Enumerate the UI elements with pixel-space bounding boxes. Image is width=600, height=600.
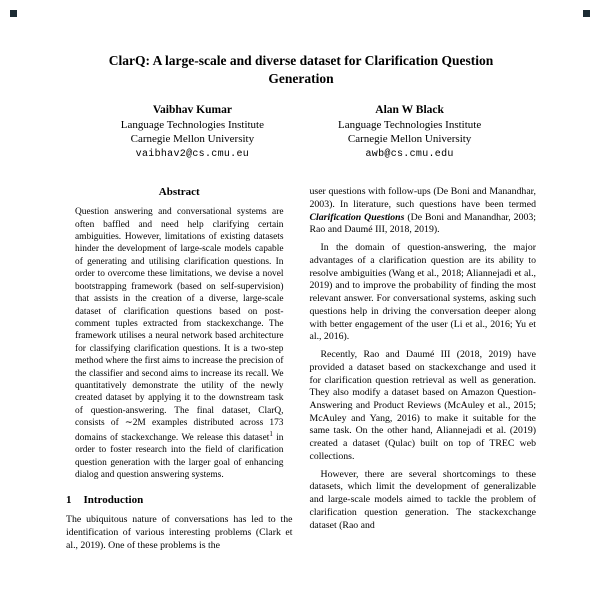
right-paragraph-2: In the domain of question-answering, the major advantages of a clarification question are its ability to resolve ambiguities (Wang et al., 2018; Aliannejadi et al., 2019) and to improve the probability of finding the most relevant answer. For conversational systems, asking such questions help in driving the conversation deeper along with better engagement of the user (Li et al., 2016; Yu et al., 2016). (309, 242, 536, 343)
author-affiliation-line1: Language Technologies Institute (338, 119, 482, 132)
left-column (66, 186, 293, 557)
introduction-text (66, 514, 293, 552)
footnote-marker: 1 (269, 429, 273, 438)
paper-title-line1: ClarQ: A large-scale and diverse dataset for Clarification Question (108, 53, 494, 68)
authors-row (66, 104, 536, 160)
right-paragraph-1 (310, 186, 537, 237)
author-affiliation-line1: Language Technologies Institute (120, 119, 264, 132)
right-paragraph-3: Recently, Rao and Daumé III (2018, 2019) have provided a dataset based on stackexchange and used it for clarification question retrieval as well as generation. They also modify a dataset based on Amazon Question-Answering and Product Reviews (McAuley et al., 2015; McAuley and Yang, 2016) to make it suitable for the same task. On the other hand, Aliannejadi et al. (2019) created a dataset (Qulac) built on top of TREC web collections. (309, 349, 536, 462)
author-affiliation-line2: Carnegie Mellon University (347, 133, 472, 146)
abstract-text-post: in order to foster research into the field of clarification question generation with the larger goal of enhancing dialog and question answering systems. (75, 432, 284, 480)
author-name: Alan W Black (375, 104, 444, 117)
right-column (310, 186, 537, 557)
author-email: awb@cs.cmu.edu (365, 149, 454, 161)
two-column-body (66, 186, 536, 557)
author-block-2 (338, 104, 481, 160)
clarification-questions-term: Clarification Questions (309, 211, 405, 223)
abstract-text-pre: Question answering and conversational systems are often baffled and need help clarifying certain ambiguities. However, limitations of existing datasets hinder the development of large-scale models capable of generating and utilising clarification questions. In order to overcome these limitations, we devise a novel bootstrapping framework (based on self-supervision) that assists in the creation of a diverse, large-scale dataset of clarification questions based on post-comment tuples extracted from stackexchange. The framework utilises a neural network based architecture for classifying clarification questions. It is a two-step method where the first aims to increase the precision of the classifier and second aims to increase its recall. We quantitatively demonstrate the utility of the newly created dataset by applying it to the downstream task of question-answering. The final dataset, ClarQ, consists of ∼2M examples distributed across 173 domains of stackexchange. We release this dataset (75, 207, 284, 443)
author-affiliation-line2: Carnegie Mellon University (130, 133, 255, 146)
author-block-1 (121, 104, 264, 160)
author-email: vaibhav2@cs.cmu.eu (135, 149, 250, 161)
abstract-text (66, 206, 293, 481)
intro-paragraph: The ubiquitous nature of conversations has led to the identification of various interesting problems (Clark et al., 2019). One of these problems is the (66, 514, 293, 551)
paper-title-line2: Generation (268, 70, 334, 86)
section-number: 1 (66, 494, 72, 507)
paragraph-text: user questions with follow-ups (De Boni and Manandhar, 2003). In literature, such questions have been termed (309, 186, 536, 210)
paragraph-text: (De Boni and Manandhar, 2003; Rao and Daumé III, 2018, 2019). (309, 211, 536, 236)
author-name: Vaibhav Kumar (152, 104, 232, 117)
section-title: Introduction (83, 494, 144, 507)
section-heading-introduction (66, 494, 293, 506)
paper-title (66, 52, 536, 87)
right-paragraph-4: However, there are several shortcomings to these datasets, which limit the development of generalizable and large-scale models aimed to tackle the problem of clarification question generation. The stackexchange dataset (Rao and (309, 468, 536, 531)
abstract-heading: Abstract (158, 186, 200, 199)
